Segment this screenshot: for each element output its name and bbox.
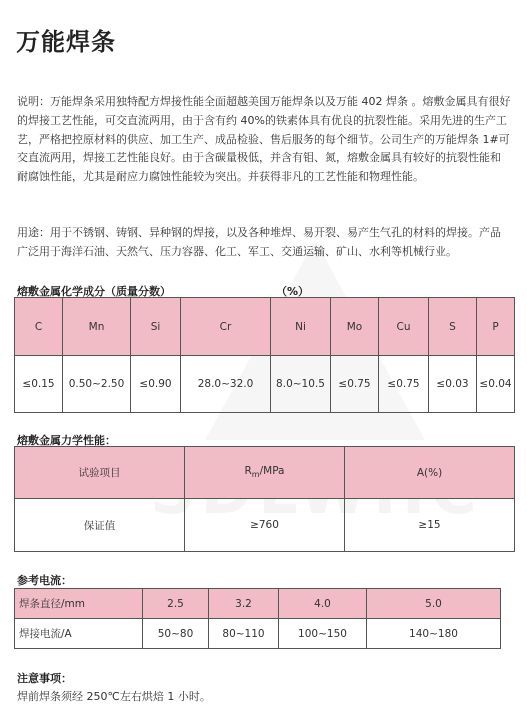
diameter-cell: 5.0 — [367, 589, 501, 619]
chem-value-cell: ≤0.03 — [429, 356, 477, 413]
chem-value-cell: ≤0.75 — [379, 356, 429, 413]
chem-value-cell: ≤0.04 — [477, 356, 515, 413]
mech-header-cell: A(%) — [345, 447, 515, 499]
diameter-cell: 2.5 — [143, 589, 209, 619]
chem-value-cell: 0.50~2.50 — [63, 356, 131, 413]
chem-value-cell: 8.0~10.5 — [271, 356, 331, 413]
mech-header-cell: 试验项目 — [15, 447, 185, 499]
chem-unit: （%） — [276, 285, 310, 298]
chem-header-cell: Mo — [331, 298, 379, 356]
chem-header-cell: P — [477, 298, 515, 356]
current-cell: 80~110 — [209, 619, 279, 649]
chem-header-cell: Mn — [63, 298, 131, 356]
current-cell: 50~80 — [143, 619, 209, 649]
page-title: 万能焊条 — [16, 28, 116, 56]
mech-value-cell: ≥760 — [185, 499, 345, 552]
current-cell: 100~150 — [279, 619, 367, 649]
mech-section-title: 熔敷金属力学性能： — [17, 434, 116, 447]
mech-value-cell: 保证值 — [15, 499, 185, 552]
description-paragraph: 说明：万能焊条采用独特配方焊接性能全面超越美国万能焊条以及万能 402 焊条 。熔敷金属具有很好的焊接工艺性能，可交直流两用，由于含有约 40%的铁素体具有优良的抗裂性能。采用先进的生产工艺，严格把控原材料的供应、加工生产、成品检验、售后服务的每个细节。公司生产的万能焊条 1#可交直流两用，焊接工艺性能良好。由于含碳量极低，并含有钼、氮，熔敷金属具有较好的抗裂性能和耐腐蚀性能，尤其是耐应力腐蚀性能较为突出。并获得非凡的工艺性能和物理性能。 — [17, 95, 511, 184]
diameter-cell: 3.2 — [209, 589, 279, 619]
diameter-cell: 4.0 — [279, 589, 367, 619]
usage-paragraph: 用途：用于不锈钢、铸钢、异种钢的焊接，以及各种堆焊、易开裂、易产生气孔的材料的焊接。产品广泛用于海洋石油、天然气、压力容器、化工、军工、交通运输、矿山、水利等机械行业。 — [17, 226, 501, 258]
chem-value-cell: ≤0.15 — [15, 356, 63, 413]
current-cell: 140~180 — [367, 619, 501, 649]
mech-value-cell: ≥15 — [345, 499, 515, 552]
chem-section-title: 熔敷金属化学成分（质量分数） — [17, 285, 171, 298]
chem-value-cell: 28.0~32.0 — [181, 356, 271, 413]
chem-header-cell: Si — [131, 298, 181, 356]
chem-value-cell: ≤0.90 — [131, 356, 181, 413]
chem-header-cell: C — [15, 298, 63, 356]
chem-table — [14, 297, 515, 413]
notes-title: 注意事项： — [17, 672, 72, 685]
chem-header-cell: Cr — [181, 298, 271, 356]
mech-table — [14, 446, 515, 552]
chem-header-cell: S — [429, 298, 477, 356]
mech-header-cell: $R_m$/MPa — [185, 447, 345, 499]
chem-value-cell: ≤0.75 — [331, 356, 379, 413]
current-table — [14, 588, 501, 649]
chem-header-cell: Ni — [271, 298, 331, 356]
chem-header-cell: Cu — [379, 298, 429, 356]
current-section-title: 参考电流： — [17, 574, 72, 587]
diameter-label: 焊条直径/mm — [15, 589, 143, 619]
notes-text: 焊前焊条须经 250℃左右烘焙 1 小时。 — [17, 690, 211, 703]
current-label: 焊接电流/A — [15, 619, 143, 649]
